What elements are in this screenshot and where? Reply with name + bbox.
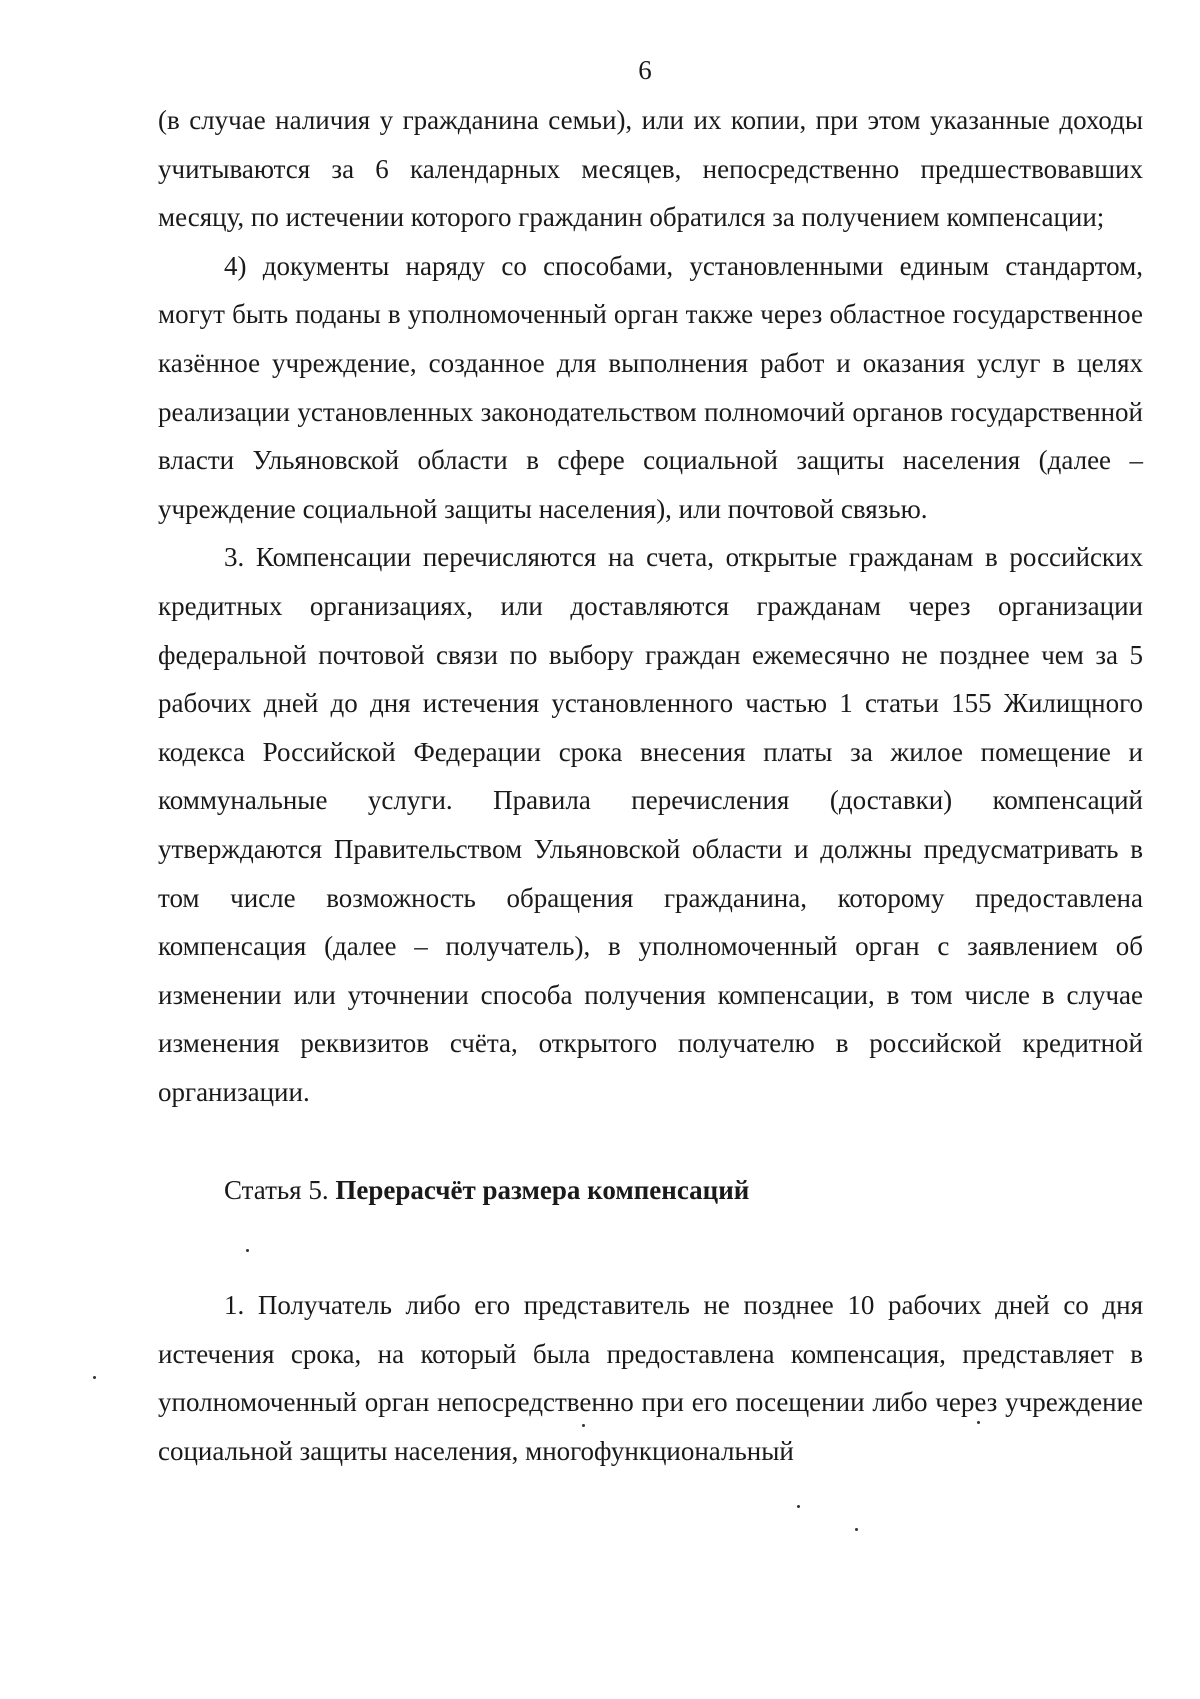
heading-spacer [158, 1215, 1143, 1281]
document-body [158, 96, 1143, 1475]
article-title: Перерасчёт размера компенсаций [335, 1175, 750, 1206]
page-number: 6 [638, 55, 652, 85]
paragraph-part-3: 3. Компенсации перечисляются на счета, открытые гражданам в российских кредитных организациях, или доставляются гражданам через организации федеральной почтовой связи по выбору граждан ежемесячно не позднее чем за 5 рабочих дней до дня истечения установленного частью 1 статьи 155 Жилищного кодекса Российской Федерации срока внесения платы за жилое помещение и коммунальные услуги. Правила перечисления (доставки) компенсаций утверждаются Правительством Ульяновской области и должны предусматривать в том числе возможность обращения гражданина, которому предоставлена компенсация (далее – получатель), в уполномоченный орган с заявлением об изменении или уточнении способа получения компенсации, в том числе в случае изменения реквизитов счёта, открытого получателю в российской кредитной организации. [158, 542, 1143, 1107]
article-prefix: Статья 5. [224, 1175, 329, 1206]
scan-speck [93, 1376, 96, 1379]
scan-speck [582, 1424, 585, 1427]
paragraph-part-1: 1. Получатель либо его представитель не позднее 10 рабочих дней со дня истечения срока, на который была предоставлена компенсация, представляет в уполномоченный орган непосредственно при его посещении либо через учреждение социальной защиты населения, многофункциональный [158, 1290, 1143, 1466]
scan-speck [855, 1528, 858, 1531]
paragraph-income-documents: (в случае наличия у гражданина семьи), или их копии, при этом указанные доходы учитываются за 6 календарных месяцев, непосредственно предшествовавших месяцу, по истечении которого гражданин обратился за получением компенсации; [158, 105, 1143, 233]
article-heading [158, 1166, 1143, 1215]
scan-speck [797, 1505, 800, 1508]
scan-speck [977, 1421, 980, 1424]
paragraph-item-4: 4) документы наряду со способами, установленными единым стандартом, могут быть поданы в уполномоченный орган также через областное государственное казённое учреждение, созданное для выполнения работ и оказания услуг в целях реализации установленных законодательством полномочий органов государственной власти Ульяновской области в сфере социальной защиты населения (далее – учреждение социальной защиты населения), или почтовой связью. [158, 250, 1143, 524]
scan-speck [246, 1249, 249, 1252]
